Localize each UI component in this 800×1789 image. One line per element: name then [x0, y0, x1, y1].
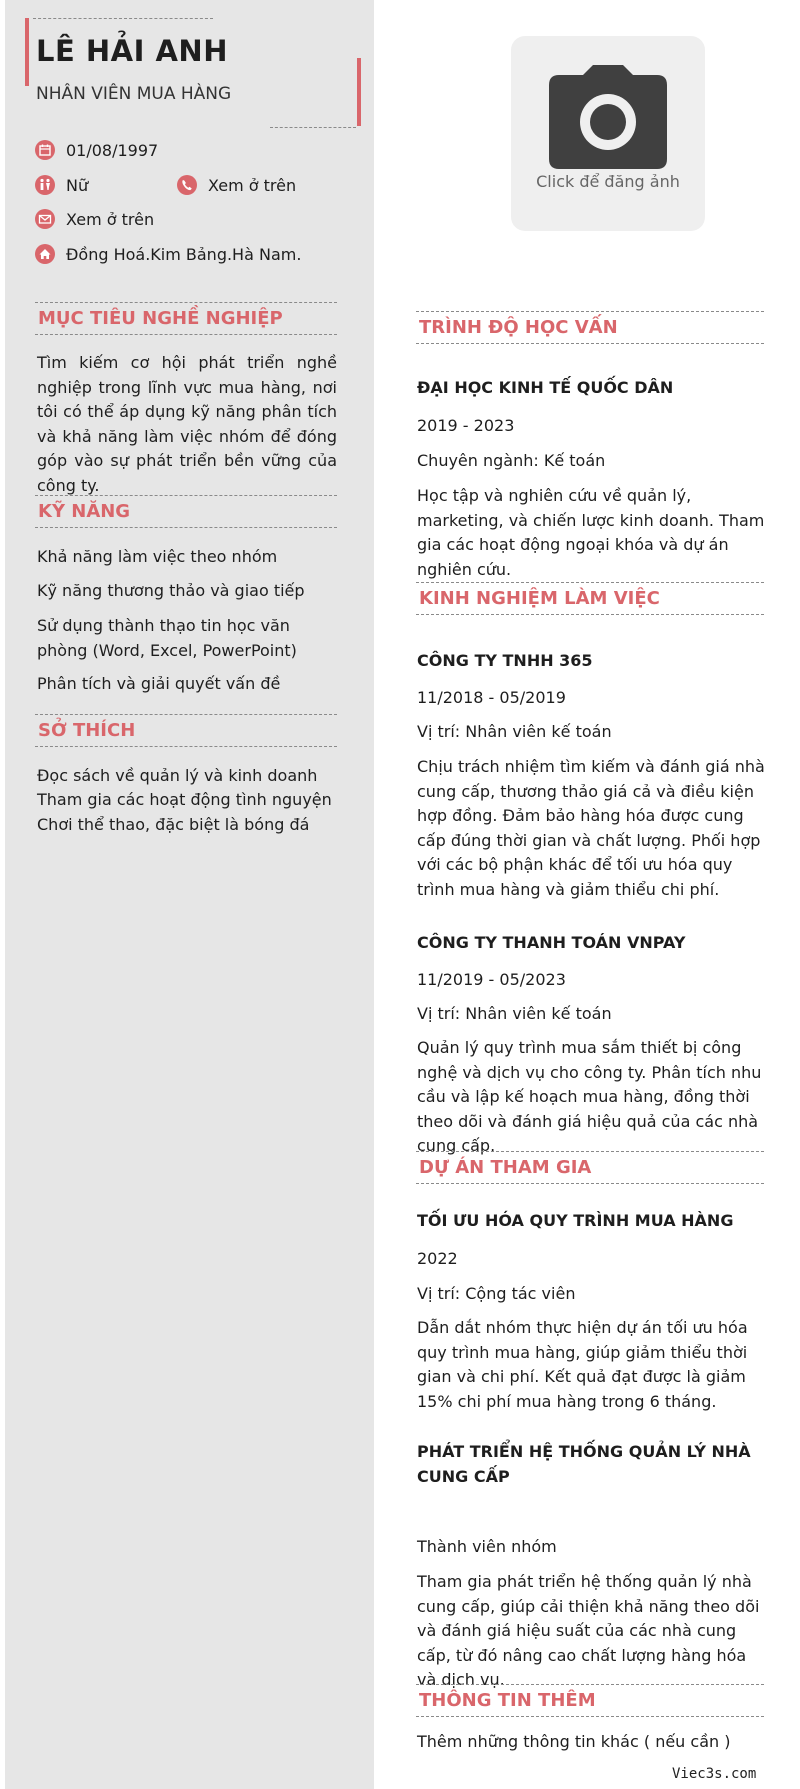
job-position[interactable]: Vị trí: Nhân viên kế toán [417, 1004, 612, 1023]
skill-item[interactable]: Phân tích và giải quyết vấn đề [37, 674, 281, 693]
education-period[interactable]: 2019 - 2023 [417, 416, 515, 435]
birthdate-value[interactable]: 01/08/1997 [66, 140, 159, 160]
project-role[interactable]: Vị trí: Cộng tác viên [417, 1284, 576, 1303]
job-period[interactable]: 11/2018 - 05/2019 [417, 688, 566, 707]
additional-text[interactable]: Thêm những thông tin khác ( nếu cần ) [417, 1732, 731, 1751]
hobby-item[interactable]: Chơi thể thao, đặc biệt là bóng đá [37, 815, 310, 834]
company-name[interactable]: CÔNG TY TNHH 365 [417, 651, 593, 670]
job-period[interactable]: 11/2019 - 05/2023 [417, 970, 566, 989]
home-icon [35, 244, 55, 264]
additional-heading[interactable]: THÔNG TIN THÊM [416, 1684, 764, 1717]
skill-item[interactable]: Sử dụng thành thạo tin học văn phòng (Word, Excel, PowerPoint) [37, 616, 297, 660]
address-row [35, 244, 301, 264]
photo-caption: Click để đăng ảnh [536, 172, 680, 191]
company-name[interactable]: CÔNG TY THANH TOÁN VNPAY [417, 933, 686, 952]
birthdate-row [35, 140, 158, 160]
hobbies-heading[interactable]: SỞ THÍCH [35, 714, 337, 747]
project-description[interactable]: Dẫn dắt nhóm thực hiện dự án tối ưu hóa quy trình mua hàng, giúp giảm thiểu thời gian và chi phí. Kết quả đạt được là giảm 15% chi phí mua hàng trong 6 tháng. [417, 1318, 748, 1411]
camera-icon [549, 65, 667, 169]
phone-value[interactable]: Xem ở trên [208, 175, 297, 195]
skill-item[interactable]: Kỹ năng thương thảo và giao tiếp [37, 581, 305, 600]
photo-upload[interactable] [511, 36, 705, 231]
objective-heading[interactable]: MỤC TIÊU NGHỀ NGHIỆP [35, 302, 337, 335]
project-name[interactable]: PHÁT TRIỂN HỆ THỐNG QUẢN LÝ NHÀ CUNG CẤP [417, 1442, 751, 1486]
skill-item[interactable]: Khả năng làm việc theo nhóm [37, 547, 278, 566]
accent-bar-left [25, 18, 29, 86]
gender-icon [35, 175, 55, 195]
education-heading[interactable]: TRÌNH ĐỘ HỌC VẤN [416, 311, 764, 344]
full-name[interactable]: LÊ HẢI ANH [36, 34, 228, 68]
school-name[interactable]: ĐẠI HỌC KINH TẾ QUỐC DÂN [417, 378, 674, 397]
project-role[interactable]: Thành viên nhóm [417, 1537, 557, 1556]
project-name[interactable]: TỐI ƯU HÓA QUY TRÌNH MUA HÀNG [417, 1211, 734, 1230]
job-title[interactable]: NHÂN VIÊN MUA HÀNG [36, 84, 232, 104]
project-year[interactable]: 2022 [417, 1249, 458, 1268]
objective-text[interactable]: Tìm kiếm cơ hội phát triển nghề nghiệp trong lĩnh vực mua hàng, nơi tôi có thể áp dụng kỹ năng phân tích và khả năng làm việc nhóm để đóng góp vào sự phát triển bền vững của công ty. [37, 353, 337, 495]
experience-heading[interactable]: KINH NGHIỆM LÀM VIỆC [416, 582, 764, 615]
email-icon [35, 209, 55, 229]
divider [270, 127, 356, 128]
address-value[interactable]: Đồng Hoá.Kim Bảng.Hà Nam. [66, 244, 302, 264]
calendar-icon [35, 140, 55, 160]
gender-value[interactable]: Nữ [66, 175, 89, 195]
job-position[interactable]: Vị trí: Nhân viên kế toán [417, 722, 612, 741]
skills-heading[interactable]: KỸ NĂNG [35, 495, 337, 528]
header-block [25, 18, 363, 128]
email-value[interactable]: Xem ở trên [66, 209, 155, 229]
education-description[interactable]: Học tập và nghiên cứu về quản lý, marketing, và chiến lược kinh doanh. Tham gia các hoạt động ngoại khóa và dự án nghiên cứu. [417, 486, 765, 579]
divider [33, 18, 213, 19]
phone-row [177, 175, 296, 195]
sidebar [5, 0, 374, 1789]
project-description[interactable]: Tham gia phát triển hệ thống quản lý nhà cung cấp, giúp cải thiện khả năng theo dõi và đánh giá hiệu suất của các nhà cung cấp, từ đó nâng cao chất lượng hàng hóa và dịch vụ. [417, 1572, 760, 1689]
job-description[interactable]: Quản lý quy trình mua sắm thiết bị công nghệ và dịch vụ cho công ty. Phân tích nhu cầu và lập kế hoạch mua hàng, đồng thời theo dõi và đánh giá hiệu quả của các nhà cung cấp. [417, 1038, 762, 1155]
projects-heading[interactable]: DỰ ÁN THAM GIA [416, 1151, 764, 1184]
job-description[interactable]: Chịu trách nhiệm tìm kiếm và đánh giá nhà cung cấp, thương thảo giá cả và điều kiện hợp đồng. Đảm bảo hàng hóa được cung cấp đúng thời gian và chất lượng. Phối hợp với các bộ phận khác để tối ưu hóa quy trình mua hàng và giảm thiểu chi phí. [417, 757, 765, 899]
email-row [35, 209, 154, 229]
hobby-item[interactable]: Đọc sách về quản lý và kinh doanh [37, 766, 318, 785]
accent-bar-right [357, 58, 361, 126]
gender-row [35, 175, 88, 195]
watermark: Viec3s.com [672, 1766, 757, 1782]
education-major[interactable]: Chuyên ngành: Kế toán [417, 451, 606, 470]
phone-icon [177, 175, 197, 195]
hobby-item[interactable]: Tham gia các hoạt động tình nguyện [37, 790, 332, 809]
